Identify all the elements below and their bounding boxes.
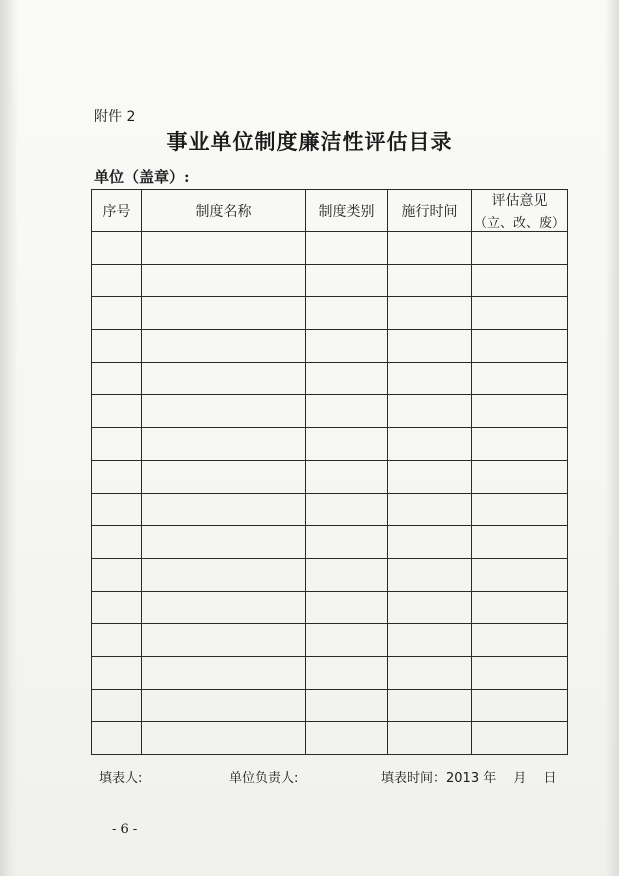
table-cell[interactable] bbox=[306, 722, 388, 755]
table-cell[interactable] bbox=[388, 330, 472, 363]
table-cell[interactable] bbox=[92, 558, 142, 591]
table-cell[interactable] bbox=[92, 264, 142, 297]
table-cell[interactable] bbox=[472, 362, 568, 395]
table-cell[interactable] bbox=[472, 591, 568, 624]
table-cell[interactable] bbox=[388, 526, 472, 559]
table-cell[interactable] bbox=[142, 722, 306, 755]
table-cell[interactable] bbox=[142, 264, 306, 297]
table-cell[interactable] bbox=[472, 395, 568, 428]
table-body bbox=[92, 232, 568, 755]
table-row bbox=[92, 722, 568, 755]
table-cell[interactable] bbox=[306, 395, 388, 428]
table-cell[interactable] bbox=[472, 526, 568, 559]
table-cell[interactable] bbox=[472, 297, 568, 330]
table-cell[interactable] bbox=[92, 330, 142, 363]
table-cell[interactable] bbox=[142, 460, 306, 493]
table-cell[interactable] bbox=[92, 624, 142, 657]
table-row bbox=[92, 689, 568, 722]
table-cell[interactable] bbox=[142, 395, 306, 428]
table-row bbox=[92, 493, 568, 526]
table-cell[interactable] bbox=[306, 656, 388, 689]
table-cell[interactable] bbox=[306, 460, 388, 493]
table-cell[interactable] bbox=[306, 624, 388, 657]
table-cell[interactable] bbox=[306, 330, 388, 363]
header-evaluation-sub: （立、改、废） bbox=[473, 216, 565, 231]
table-header-row bbox=[92, 190, 568, 232]
table-row bbox=[92, 460, 568, 493]
table-row bbox=[92, 428, 568, 461]
table-row bbox=[92, 395, 568, 428]
table-cell[interactable] bbox=[142, 232, 306, 265]
table-cell[interactable] bbox=[472, 428, 568, 461]
table-cell[interactable] bbox=[92, 428, 142, 461]
table-row bbox=[92, 558, 568, 591]
unit-seal-label: 单位（盖章）: bbox=[94, 168, 190, 186]
table-cell[interactable] bbox=[306, 264, 388, 297]
table-row bbox=[92, 330, 568, 363]
footer-responsible: 单位负责人: bbox=[229, 771, 299, 786]
table-row bbox=[92, 526, 568, 559]
table-row bbox=[92, 624, 568, 657]
table-cell[interactable] bbox=[92, 591, 142, 624]
table-cell[interactable] bbox=[388, 591, 472, 624]
table-cell[interactable] bbox=[92, 656, 142, 689]
table-cell[interactable] bbox=[472, 493, 568, 526]
header-evaluation-main: 评估意见 bbox=[491, 193, 548, 209]
table-cell[interactable] bbox=[142, 330, 306, 363]
table-cell[interactable] bbox=[92, 460, 142, 493]
table-cell[interactable] bbox=[306, 558, 388, 591]
table-cell[interactable] bbox=[306, 232, 388, 265]
table-cell[interactable] bbox=[306, 591, 388, 624]
table-cell[interactable] bbox=[472, 689, 568, 722]
table-cell[interactable] bbox=[472, 558, 568, 591]
table-row bbox=[92, 232, 568, 265]
header-regulation-category: 制度类别 bbox=[306, 190, 388, 232]
table-cell[interactable] bbox=[306, 689, 388, 722]
table-cell[interactable] bbox=[472, 232, 568, 265]
page-title: 事业单位制度廉洁性评估目录 bbox=[166, 129, 453, 154]
table-cell[interactable] bbox=[92, 395, 142, 428]
table-cell[interactable] bbox=[92, 493, 142, 526]
table-cell[interactable] bbox=[142, 689, 306, 722]
table-cell[interactable] bbox=[472, 264, 568, 297]
table-row bbox=[92, 591, 568, 624]
attachment-label: 附件 2 bbox=[94, 109, 136, 125]
table-cell[interactable] bbox=[472, 722, 568, 755]
header-serial: 序号 bbox=[92, 190, 142, 232]
table-row bbox=[92, 656, 568, 689]
table-cell[interactable] bbox=[472, 624, 568, 657]
table-row bbox=[92, 264, 568, 297]
table-cell[interactable] bbox=[388, 395, 472, 428]
table-cell[interactable] bbox=[142, 362, 306, 395]
table-cell[interactable] bbox=[388, 493, 472, 526]
table-cell[interactable] bbox=[142, 297, 306, 330]
table-cell[interactable] bbox=[92, 297, 142, 330]
table-cell[interactable] bbox=[306, 493, 388, 526]
header-evaluation-opinion bbox=[472, 190, 568, 232]
table-cell[interactable] bbox=[306, 428, 388, 461]
table-cell[interactable] bbox=[388, 460, 472, 493]
table-cell[interactable] bbox=[388, 656, 472, 689]
table-cell[interactable] bbox=[92, 689, 142, 722]
table-cell[interactable] bbox=[388, 689, 472, 722]
table-cell[interactable] bbox=[306, 526, 388, 559]
table-cell[interactable] bbox=[142, 493, 306, 526]
table-cell[interactable] bbox=[388, 362, 472, 395]
table-cell[interactable] bbox=[472, 330, 568, 363]
table-cell[interactable] bbox=[472, 460, 568, 493]
table-cell[interactable] bbox=[92, 232, 142, 265]
table-cell[interactable] bbox=[306, 297, 388, 330]
table-cell[interactable] bbox=[306, 362, 388, 395]
footer-fill-time: 填表时间：2013 年 月 日 bbox=[381, 771, 557, 786]
table-row bbox=[92, 362, 568, 395]
table-cell[interactable] bbox=[142, 526, 306, 559]
header-effective-date: 施行时间 bbox=[388, 190, 472, 232]
table-cell[interactable] bbox=[388, 624, 472, 657]
table-cell[interactable] bbox=[92, 722, 142, 755]
table-cell[interactable] bbox=[472, 656, 568, 689]
table-cell[interactable] bbox=[142, 428, 306, 461]
table-cell[interactable] bbox=[142, 656, 306, 689]
table-cell[interactable] bbox=[92, 526, 142, 559]
table-cell[interactable] bbox=[388, 428, 472, 461]
evaluation-table bbox=[91, 189, 568, 755]
footer-filler: 填表人: bbox=[99, 771, 143, 786]
table-cell[interactable] bbox=[388, 264, 472, 297]
table-cell[interactable] bbox=[388, 297, 472, 330]
table-cell[interactable] bbox=[142, 624, 306, 657]
table-cell[interactable] bbox=[388, 558, 472, 591]
table-cell[interactable] bbox=[388, 232, 472, 265]
page-number: - 6 - bbox=[112, 822, 138, 837]
table-row bbox=[92, 297, 568, 330]
table-cell[interactable] bbox=[142, 558, 306, 591]
table-cell[interactable] bbox=[92, 362, 142, 395]
header-regulation-name: 制度名称 bbox=[142, 190, 306, 232]
table-cell[interactable] bbox=[142, 591, 306, 624]
table-cell[interactable] bbox=[388, 722, 472, 755]
